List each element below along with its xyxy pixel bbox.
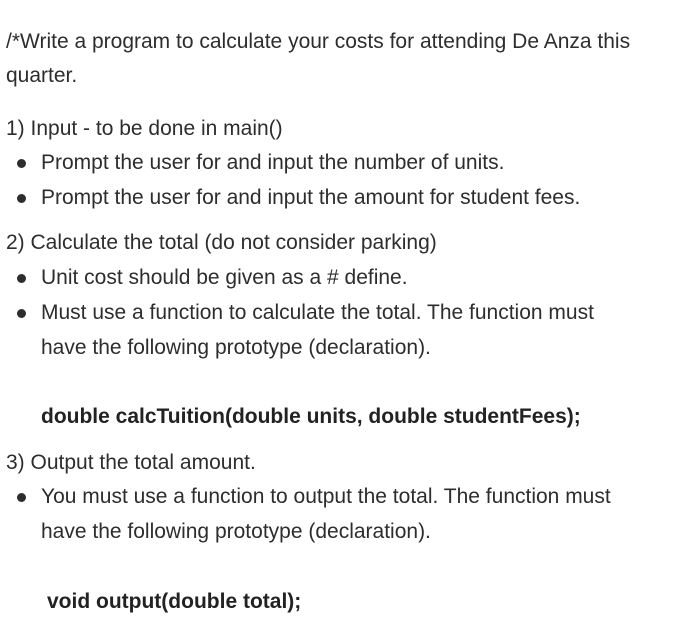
section-2-bullet-1: Unit cost should be given as a # define. bbox=[41, 266, 408, 289]
bullet-icon bbox=[17, 274, 26, 283]
intro-line-2: quarter. bbox=[6, 64, 78, 87]
calc-tuition-prototype: double calcTuition(double units, double studentFees); bbox=[41, 405, 581, 428]
intro-line-1: /*Write a program to calculate your costs for attending De Anza this bbox=[6, 30, 631, 53]
section-1-bullet-2: Prompt the user for and input the amount for student fees. bbox=[41, 186, 581, 209]
section-3-bullet-1-line-1: You must use a function to output the total. The function must bbox=[41, 485, 611, 508]
bullet-icon bbox=[17, 493, 26, 502]
bullet-icon bbox=[17, 309, 26, 318]
bullet-icon bbox=[17, 159, 26, 168]
section-1-heading: 1) Input - to be done in main() bbox=[6, 117, 283, 140]
section-3-bullet-1-line-2: have the following prototype (declaration). bbox=[41, 520, 431, 543]
output-prototype: void output(double total); bbox=[47, 590, 302, 613]
section-3-heading: 3) Output the total amount. bbox=[6, 451, 256, 474]
section-2-bullet-2-line-2: have the following prototype (declaration). bbox=[41, 336, 431, 359]
section-1-bullet-1: Prompt the user for and input the number of units. bbox=[41, 151, 505, 174]
section-2-bullet-2-line-1: Must use a function to calculate the total. The function must bbox=[41, 301, 594, 324]
bullet-icon bbox=[17, 194, 26, 203]
section-2-heading: 2) Calculate the total (do not consider parking) bbox=[6, 231, 437, 254]
